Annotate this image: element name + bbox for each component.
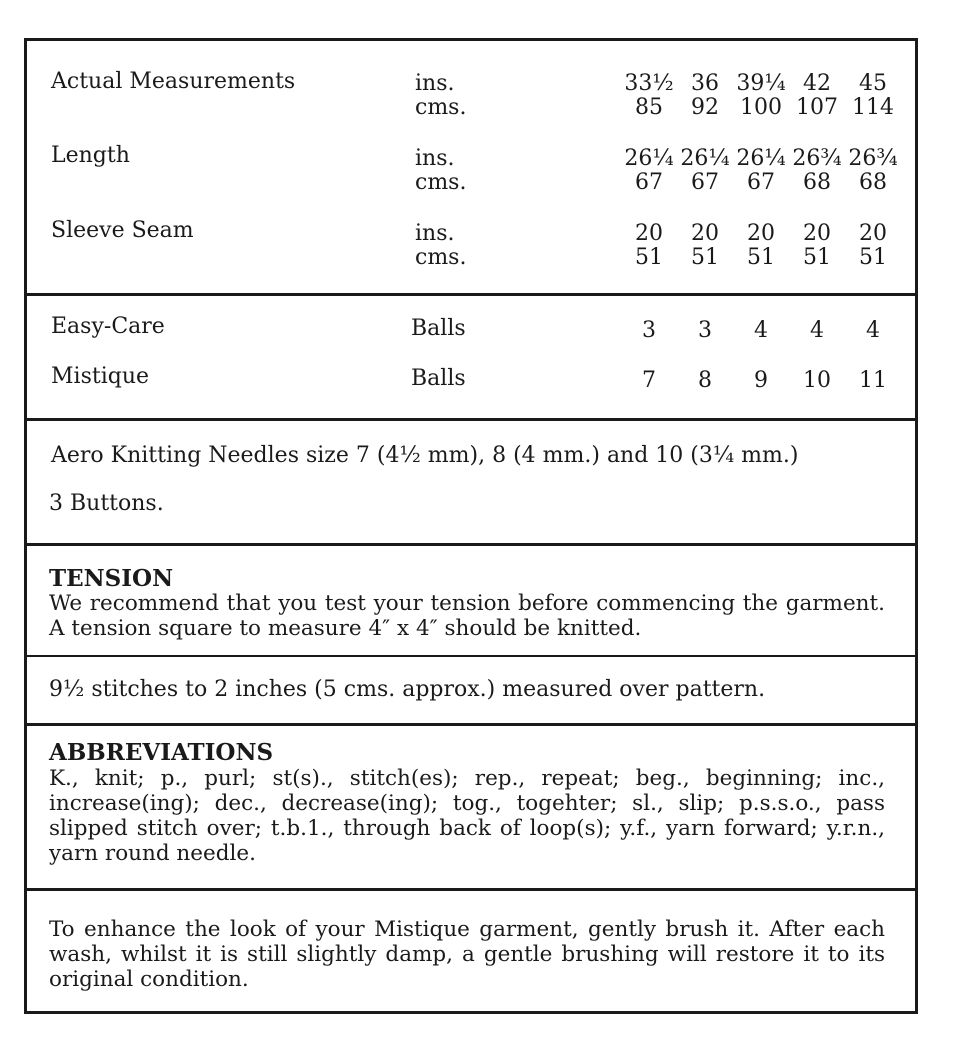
care-section: [27, 891, 915, 1011]
value: 67: [635, 170, 663, 195]
value: 114: [852, 95, 894, 120]
unit-cms: cms.: [415, 245, 467, 270]
measurement-label: Length: [51, 143, 130, 168]
value: 3: [642, 318, 656, 343]
value: 26¾: [848, 146, 898, 171]
value: 20: [859, 221, 887, 246]
unit-ins: ins.: [415, 71, 455, 96]
measurement-label: Sleeve Seam: [51, 218, 194, 243]
measurements-section: [27, 41, 915, 293]
size-values-ins: [621, 146, 901, 171]
tension-heading: TENSION: [49, 565, 174, 592]
abbreviations-section: [27, 726, 915, 888]
value: 3: [698, 318, 712, 343]
gauge-section: [27, 657, 915, 723]
size-values-ins: [621, 221, 901, 246]
yarn-unit: Balls: [411, 316, 466, 341]
value: 100: [740, 95, 782, 120]
value: 9: [754, 368, 768, 393]
value: 51: [635, 245, 663, 270]
abbreviations-heading: ABBREVIATIONS: [49, 739, 274, 766]
value: 68: [803, 170, 831, 195]
value: 20: [635, 221, 663, 246]
value: 4: [754, 318, 768, 343]
unit-ins: ins.: [415, 221, 455, 246]
value: 85: [635, 95, 663, 120]
care-note: To enhance the look of your Mistique garment, gently brush it. After each wash, whilst it is still slightly damp, a gentle brushing will restore it to its original condition.: [49, 917, 885, 992]
size-values-cms: [621, 95, 901, 120]
value: 51: [803, 245, 831, 270]
value: 20: [747, 221, 775, 246]
abbreviations-text: K., knit; p., purl; st(s)., stitch(es); rep., repeat; beg., beginning; inc., increase(ing); dec., decrease(ing); tog., togehter; sl., slip; p.s.s.o., pass slipped stitch over; t.b.1., through back of loop(s); y.f., yarn forward; y.r.n., yarn round needle.: [49, 766, 885, 866]
value: 20: [803, 221, 831, 246]
value: 11: [859, 368, 887, 393]
measurement-label: Actual Measurements: [51, 69, 296, 94]
value: 26¼: [680, 146, 730, 171]
value: 20: [691, 221, 719, 246]
value: 107: [796, 95, 838, 120]
value: 33½: [624, 71, 674, 96]
value: 51: [859, 245, 887, 270]
value: 7: [642, 368, 656, 393]
pattern-info-table: [24, 38, 918, 1014]
unit-ins: ins.: [415, 146, 455, 171]
value: 36: [691, 71, 719, 96]
value: 42: [803, 71, 831, 96]
unit-cms: cms.: [415, 170, 467, 195]
buttons-text: 3 Buttons.: [49, 491, 164, 516]
gauge-text: 9½ stitches to 2 inches (5 cms. approx.) measured over pattern.: [49, 677, 766, 702]
value: 4: [810, 318, 824, 343]
value: 45: [859, 71, 887, 96]
yarn-section: [27, 296, 915, 418]
value: 26¼: [736, 146, 786, 171]
tension-section: [27, 546, 915, 658]
yarn-unit: Balls: [411, 366, 466, 391]
value: 26¼: [624, 146, 674, 171]
materials-section: [27, 421, 915, 543]
value: 68: [859, 170, 887, 195]
value: 51: [691, 245, 719, 270]
value: 10: [803, 368, 831, 393]
yarn-values: [621, 368, 901, 393]
value: 67: [691, 170, 719, 195]
value: 26¾: [792, 146, 842, 171]
yarn-label: Easy-Care: [51, 314, 165, 339]
yarn-label: Mistique: [51, 364, 150, 389]
value: 92: [691, 95, 719, 120]
tension-text: We recommend that you test your tension before commencing the garment. A tension square to measure 4″ x 4″ should be knitted.: [49, 591, 885, 641]
needles-text: Aero Knitting Needles size 7 (4½ mm), 8 (4 mm.) and 10 (3¼ mm.): [51, 443, 799, 468]
value: 67: [747, 170, 775, 195]
size-values-ins: [621, 71, 901, 96]
value: 4: [866, 318, 880, 343]
size-values-cms: [621, 170, 901, 195]
size-values-cms: [621, 245, 901, 270]
unit-cms: cms.: [415, 95, 467, 120]
value: 51: [747, 245, 775, 270]
value: 8: [698, 368, 712, 393]
value: 39¼: [736, 71, 786, 96]
yarn-values: [621, 318, 901, 343]
